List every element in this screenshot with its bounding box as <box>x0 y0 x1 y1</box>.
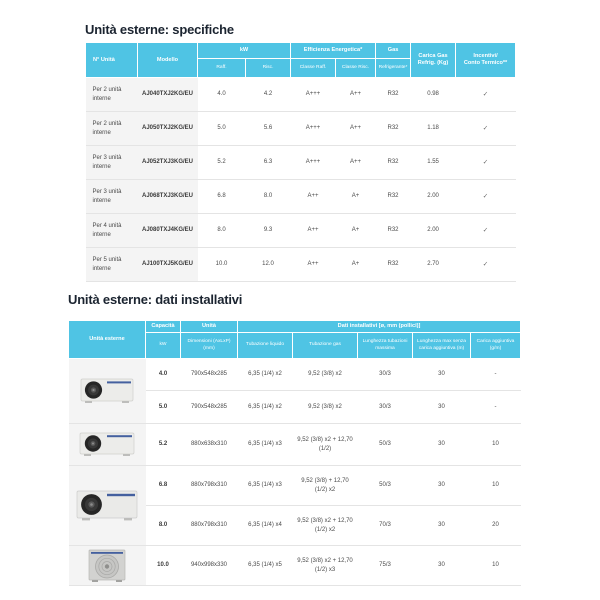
cell-tubazione-liquido: 6,35 (1/4) x4 <box>238 506 293 546</box>
col-header-n-unita: N° Unità <box>86 43 138 78</box>
spec-row <box>86 248 516 282</box>
cell-carica-aggiuntiva: 10 <box>471 546 521 586</box>
col-subheader-classe-risc: Classe Risc. <box>336 59 376 78</box>
install-row <box>69 546 521 586</box>
cell-gas: R32 <box>376 180 411 214</box>
col-subheader-lunghezza-max: Lunghezza max senza carica aggiuntiva (m) <box>413 333 471 359</box>
cell-lunghezza: 75/3 <box>358 546 413 586</box>
cell-classe-risc: A++ <box>336 146 376 180</box>
col-subheader-dimensioni: Dimensioni (AxLxP) (mm) <box>181 333 238 359</box>
cell-lunghezza-max: 30 <box>413 466 471 506</box>
spec-section-title: Unità esterne: specifiche <box>85 22 234 37</box>
cell-lunghezza: 70/3 <box>358 506 413 546</box>
spec-row <box>86 180 516 214</box>
install-row <box>69 424 521 466</box>
cell-gas: R32 <box>376 112 411 146</box>
install-table-header <box>69 321 521 359</box>
cell-classe-raff: A+++ <box>291 78 336 112</box>
carica-gas-line1: Carica Gas <box>418 53 448 60</box>
cell-tubazione-liquido: 6,35 (1/4) x3 <box>238 424 293 466</box>
cell-tubazione-gas: 9,52 (3/8) x2 + 12,70 (1/2) <box>293 424 358 466</box>
cell-lunghezza: 30/3 <box>358 359 413 391</box>
cell-modello: AJ050TXJ2KG/EU <box>138 112 198 146</box>
cell-carica: 2.00 <box>411 180 456 214</box>
cell-classe-risc: A++ <box>336 112 376 146</box>
cell-kw-risc: 4.2 <box>246 78 291 112</box>
col-header-incentivi <box>456 43 516 78</box>
col-group-unita: Unità <box>181 321 238 333</box>
cell-tubazione-liquido: 6,35 (1/4) x3 <box>238 466 293 506</box>
cell-modello: AJ080TXJ4KG/EU <box>138 214 198 248</box>
cell-kw-risc: 5.6 <box>246 112 291 146</box>
incentivi-line1: Incentivi/ <box>473 53 498 60</box>
cell-classe-raff: A+++ <box>291 146 336 180</box>
cell-carica: 0.98 <box>411 78 456 112</box>
spec-table-header <box>86 43 516 78</box>
spec-row <box>86 78 516 112</box>
cell-lunghezza-max: 30 <box>413 359 471 391</box>
checkmark-icon: ✓ <box>456 146 516 180</box>
cell-carica: 1.18 <box>411 112 456 146</box>
cell-carica: 1.55 <box>411 146 456 180</box>
cell-tubazione-gas: 9,52 (3/8) x2 <box>293 359 358 391</box>
cell-modello: AJ040TXJ2KG/EU <box>138 78 198 112</box>
cell-kw-raff: 5.0 <box>198 112 246 146</box>
spec-table <box>85 42 516 282</box>
checkmark-icon: ✓ <box>456 180 516 214</box>
col-subheader-carica-aggiuntiva: Carica aggiuntiva (g/m) <box>471 333 521 359</box>
cell-unit-photo <box>69 466 146 546</box>
cell-classe-risc: A++ <box>336 78 376 112</box>
cell-modello: AJ100TXJ5KG/EU <box>138 248 198 282</box>
cell-classe-raff: A+++ <box>291 112 336 146</box>
outdoor-unit-photo-large <box>71 490 144 522</box>
cell-classe-raff: A++ <box>291 214 336 248</box>
cell-lunghezza: 50/3 <box>358 466 413 506</box>
cell-dimensioni: 880x638x310 <box>181 424 238 466</box>
col-subheader-raff: Raff. <box>198 59 246 78</box>
col-group-kw: kW <box>198 43 291 59</box>
cell-capacita: 10.0 <box>146 546 181 586</box>
cell-n-unita: Per 3 unità interne <box>86 180 138 214</box>
col-group-gas: Gas <box>376 43 411 59</box>
cell-carica: 2.00 <box>411 214 456 248</box>
cell-classe-risc: A+ <box>336 180 376 214</box>
outdoor-unit-photo-medium <box>71 432 144 457</box>
col-group-capacita: Capacità <box>146 321 181 333</box>
install-section-title: Unità esterne: dati installativi <box>68 292 243 307</box>
cell-carica-aggiuntiva: 10 <box>471 466 521 506</box>
cell-kw-raff: 10.0 <box>198 248 246 282</box>
cell-gas: R32 <box>376 146 411 180</box>
cell-carica-aggiuntiva: 20 <box>471 506 521 546</box>
cell-tubazione-liquido: 6,35 (1/4) x2 <box>238 391 293 424</box>
cell-n-unita: Per 3 unità interne <box>86 146 138 180</box>
cell-kw-raff: 4.0 <box>198 78 246 112</box>
spec-row <box>86 214 516 248</box>
cell-gas: R32 <box>376 78 411 112</box>
install-table <box>68 320 521 586</box>
cell-carica-aggiuntiva: 10 <box>471 424 521 466</box>
cell-lunghezza: 30/3 <box>358 391 413 424</box>
cell-n-unita: Per 4 unità interne <box>86 214 138 248</box>
col-header-unita-esterne: Unità esterne <box>69 321 146 359</box>
col-group-dati-installativi: Dati installativi [ø, mm (pollici)] <box>238 321 521 333</box>
col-subheader-kw: kW <box>146 333 181 359</box>
col-subheader-classe-raff: Classe Raff. <box>291 59 336 78</box>
spec-row <box>86 146 516 180</box>
cell-tubazione-liquido: 6,35 (1/4) x5 <box>238 546 293 586</box>
cell-modello: AJ052TXJ3KG/EU <box>138 146 198 180</box>
cell-classe-raff: A++ <box>291 248 336 282</box>
cell-tubazione-gas: 9,52 (3/8) x2 + 12,70 (1/2) x2 <box>293 506 358 546</box>
cell-lunghezza-max: 30 <box>413 506 471 546</box>
cell-capacita: 8.0 <box>146 506 181 546</box>
cell-dimensioni: 790x548x285 <box>181 359 238 391</box>
spec-row <box>86 112 516 146</box>
cell-lunghezza-max: 30 <box>413 391 471 424</box>
install-row <box>69 466 521 506</box>
cell-dimensioni: 880x798x310 <box>181 506 238 546</box>
col-subheader-refrigerante: Refrigerante* <box>376 59 411 78</box>
cell-lunghezza-max: 30 <box>413 546 471 586</box>
install-row <box>69 359 521 391</box>
checkmark-icon: ✓ <box>456 214 516 248</box>
cell-carica-aggiuntiva: - <box>471 391 521 424</box>
cell-capacita: 5.0 <box>146 391 181 424</box>
cell-dimensioni: 790x548x285 <box>181 391 238 424</box>
cell-n-unita: Per 2 unità interne <box>86 112 138 146</box>
cell-capacita: 6.8 <box>146 466 181 506</box>
cell-kw-risc: 9.3 <box>246 214 291 248</box>
cell-dimensioni: 880x798x310 <box>181 466 238 506</box>
cell-n-unita: Per 5 unità interne <box>86 248 138 282</box>
cell-kw-risc: 6.3 <box>246 146 291 180</box>
col-header-modello: Modello <box>138 43 198 78</box>
col-header-carica-gas <box>411 43 456 78</box>
col-subheader-tubazione-gas: Tubazione gas <box>293 333 358 359</box>
cell-tubazione-gas: 9,52 (3/8) x2 <box>293 391 358 424</box>
checkmark-icon: ✓ <box>456 112 516 146</box>
cell-capacita: 5.2 <box>146 424 181 466</box>
cell-tubazione-gas: 9,52 (3/8) x2 + 12,70 (1/2) x3 <box>293 546 358 586</box>
cell-kw-risc: 8.0 <box>246 180 291 214</box>
cell-kw-raff: 6.8 <box>198 180 246 214</box>
cell-classe-risc: A+ <box>336 214 376 248</box>
cell-dimensioni: 940x998x330 <box>181 546 238 586</box>
cell-gas: R32 <box>376 214 411 248</box>
cell-classe-raff: A++ <box>291 180 336 214</box>
incentivi-line2: Conto Termico** <box>463 60 508 66</box>
outdoor-unit-photo-small <box>71 378 144 404</box>
col-subheader-tubazione-liquido: Tubazione liquido <box>238 333 293 359</box>
cell-gas: R32 <box>376 248 411 282</box>
checkmark-icon: ✓ <box>456 248 516 282</box>
cell-lunghezza-max: 30 <box>413 424 471 466</box>
cell-kw-raff: 5.2 <box>198 146 246 180</box>
cell-unit-photo <box>69 546 146 586</box>
carica-gas-line2: Refrig. (Kg) <box>417 60 449 66</box>
cell-unit-photo <box>69 359 146 424</box>
cell-capacita: 4.0 <box>146 359 181 391</box>
cell-lunghezza: 50/3 <box>358 424 413 466</box>
cell-unit-photo <box>69 424 146 466</box>
cell-carica-aggiuntiva: - <box>471 359 521 391</box>
cell-modello: AJ068TXJ3KG/EU <box>138 180 198 214</box>
cell-kw-raff: 8.0 <box>198 214 246 248</box>
col-subheader-risc: Risc. <box>246 59 291 78</box>
cell-kw-risc: 12.0 <box>246 248 291 282</box>
outdoor-unit-photo-front <box>71 549 144 583</box>
col-group-efficienza: Efficienza Energetica* <box>291 43 376 59</box>
cell-n-unita: Per 2 unità interne <box>86 78 138 112</box>
cell-tubazione-gas: 9,52 (3/8) + 12,70 (1/2) x2 <box>293 466 358 506</box>
cell-carica: 2.70 <box>411 248 456 282</box>
cell-classe-risc: A+ <box>336 248 376 282</box>
col-subheader-lunghezza-tubazioni: Lunghezza tubazioni massima <box>358 333 413 359</box>
cell-tubazione-liquido: 6,35 (1/4) x2 <box>238 359 293 391</box>
checkmark-icon: ✓ <box>456 78 516 112</box>
